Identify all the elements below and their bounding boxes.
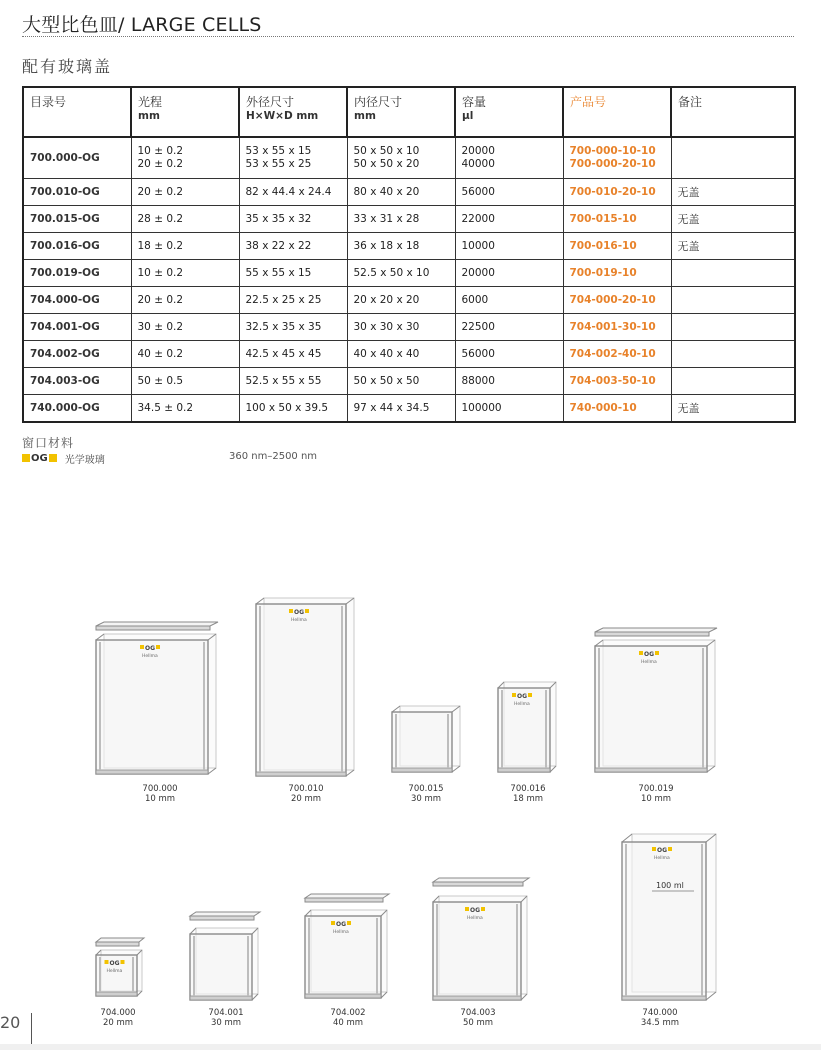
og-square-icon: [639, 651, 643, 655]
cell-catalog: 704.000-OG: [23, 287, 131, 314]
col-header-catalog: 目录号: [23, 87, 131, 137]
cell-volume-line: 40000: [461, 158, 495, 170]
cell-pathlength: [131, 179, 239, 206]
cuvette-base: [595, 768, 707, 772]
col-header-volume: 容量 µl: [455, 87, 563, 137]
cell-product-number: [563, 314, 671, 341]
cell-outer-dims-line: 53 x 55 x 15: [245, 145, 312, 157]
table-header-row: [23, 87, 795, 137]
cell-product-number-line: 700-015-10: [569, 212, 637, 225]
cuvette-model: 740.000: [642, 1008, 678, 1018]
col-header-note: 备注: [671, 87, 795, 137]
cuvette-704-002: [301, 890, 397, 1006]
cell-product-number: [563, 368, 671, 395]
og-square-icon: [528, 693, 532, 697]
cuvette-caption: [318, 1008, 378, 1028]
cuvette-base: [305, 994, 381, 998]
og-logo-text: OG: [657, 847, 668, 854]
cuvette-704-001: [186, 908, 268, 1008]
og-square-icon: [331, 921, 335, 925]
cell-pathlength-line: 20 ± 0.2: [137, 158, 184, 170]
cell-note: [671, 314, 795, 341]
cell-pathlength-line: 34.5 ± 0.2: [137, 401, 194, 414]
cuvette-pathlength: 10 mm: [640, 794, 672, 804]
cell-inner-dims: [347, 287, 455, 314]
cuvette-700-000: [92, 618, 226, 782]
cell-inner-dims-line: 80 x 40 x 20: [353, 185, 420, 198]
glass-lid: [595, 628, 717, 632]
cell-outer-dims-line: 100 x 50 x 39.5: [245, 401, 329, 414]
cuvette-edge: [96, 950, 101, 955]
cuvette-700-015: [388, 702, 470, 780]
cell-inner-dims: [347, 341, 455, 368]
cuvette-front-face: [622, 842, 706, 1000]
cell-product-number: [563, 233, 671, 260]
cuvette-base: [498, 768, 550, 772]
cuvette-edge: [498, 682, 504, 688]
cuvette-edge: [208, 768, 216, 774]
glass-lid-edge: [190, 916, 254, 920]
glass-lid-edge: [305, 898, 383, 902]
cell-catalog: 704.002-OG: [23, 341, 131, 368]
cell-inner-dims-line: 97 x 44 x 34.5: [353, 401, 430, 414]
cell-note: 无盖: [671, 395, 795, 423]
og-logo-text: OG: [644, 651, 655, 658]
cell-volume-line: 88000: [461, 374, 495, 387]
cuvette-base: [96, 770, 208, 774]
cuvette-model: 700.010: [288, 784, 324, 794]
cell-inner-dims-line: 30 x 30 x 30: [353, 320, 420, 333]
cuvette-base: [190, 996, 252, 1000]
cell-pathlength: [131, 260, 239, 287]
cell-outer-dims: [239, 137, 347, 179]
cuvette-base: [433, 996, 521, 1000]
og-square-icon: [105, 960, 109, 964]
cuvette-edge: [550, 766, 556, 772]
cell-product-number-line: 700-019-10: [569, 266, 637, 279]
glass-lid: [305, 894, 389, 898]
cuvette-front-face: [305, 916, 381, 998]
og-material: 光学玻璃: [64, 454, 105, 466]
cell-volume-line: 100000: [461, 401, 502, 414]
og-square-icon: [49, 454, 57, 462]
cuvette-pathlength: 20 mm: [290, 794, 322, 804]
title-divider: [22, 36, 794, 37]
cell-outer-dims-line: 22.5 x 25 x 25: [245, 293, 322, 306]
og-square-icon: [289, 609, 293, 613]
cell-pathlength: [131, 341, 239, 368]
cell-outer-dims-line: 35 x 35 x 32: [245, 212, 312, 225]
window-material-label: 窗口材料: [22, 436, 75, 450]
cell-outer-dims-line: 32.5 x 35 x 35: [245, 320, 322, 333]
cell-outer-dims: [239, 233, 347, 260]
cell-volume: [455, 287, 563, 314]
cuvette-caption: [196, 1008, 256, 1028]
cuvette-base: [96, 992, 137, 996]
cell-outer-dims: [239, 287, 347, 314]
cell-volume-line: 20000: [461, 266, 495, 279]
og-square-icon: [652, 847, 656, 851]
cell-volume: [455, 395, 563, 423]
cell-outer-dims-line: 82 x 44.4 x 24.4: [245, 185, 332, 198]
table-row: [23, 233, 795, 260]
cuvette-700-019: [591, 624, 725, 780]
bottom-band: [0, 1044, 821, 1050]
cell-volume-line: 10000: [461, 239, 495, 252]
cell-outer-dims-line: 53 x 55 x 25: [245, 158, 312, 170]
cuvette-704-000: [92, 934, 152, 1004]
cuvette-base: [392, 768, 452, 772]
cell-product-number: [563, 287, 671, 314]
cell-note: 无盖: [671, 179, 795, 206]
cell-volume: [455, 368, 563, 395]
cuvette-model: 704.003: [460, 1008, 496, 1018]
cell-product-number-line: 704-003-50-10: [569, 374, 656, 387]
cuvette-pathlength: 30 mm: [210, 1018, 242, 1028]
cuvette-edge: [595, 640, 603, 646]
cuvette-model: 704.000: [100, 1008, 136, 1018]
cuvette-edge: [707, 766, 715, 772]
col-header-product: 产品号: [563, 87, 671, 137]
cell-outer-dims-line: 52.5 x 55 x 55: [245, 374, 322, 387]
cell-volume-line: 22500: [461, 320, 495, 333]
cuvette-pathlength: 50 mm: [462, 1018, 494, 1028]
cell-volume-line: 22000: [461, 212, 495, 225]
og-square-icon: [668, 847, 672, 851]
table-row: [23, 137, 795, 179]
cell-volume: [455, 206, 563, 233]
cuvette-front-face: [96, 640, 208, 774]
cell-inner-dims-line: 52.5 x 50 x 10: [353, 266, 430, 279]
cell-product-number: [563, 260, 671, 287]
cell-pathlength-line: 10 ± 0.2: [137, 145, 184, 157]
cell-pathlength-line: 20 ± 0.2: [137, 293, 184, 306]
cuvette-caption: [276, 784, 336, 804]
cell-pathlength: [131, 287, 239, 314]
cuvette-model: 704.001: [208, 1008, 244, 1018]
cell-outer-dims: [239, 260, 347, 287]
col-header-inner-dims: 内径尺寸 mm: [347, 87, 455, 137]
glass-lid-edge: [595, 632, 709, 636]
cell-inner-dims: [347, 137, 455, 179]
cell-volume-line: 6000: [461, 293, 489, 306]
cell-inner-dims-line: 20 x 20 x 20: [353, 293, 420, 306]
cuvette-704-003: [429, 874, 537, 1008]
cell-volume: [455, 260, 563, 287]
cell-pathlength-line: 30 ± 0.2: [137, 320, 184, 333]
cuvette-caption: [88, 1008, 148, 1028]
og-square-icon: [481, 907, 485, 911]
brand-logo: Hellma: [467, 916, 483, 921]
brand-logo: Hellma: [291, 618, 307, 623]
cuvette-front-face: [190, 934, 252, 1000]
og-square-icon: [465, 907, 469, 911]
cell-product-number: [563, 206, 671, 233]
glass-lid: [96, 938, 144, 942]
cell-catalog: 704.003-OG: [23, 368, 131, 395]
cell-inner-dims: [347, 314, 455, 341]
cell-catalog: 700.015-OG: [23, 206, 131, 233]
og-legend: [22, 451, 105, 465]
cell-outer-dims: [239, 206, 347, 233]
cell-note: [671, 260, 795, 287]
cuvette-caption: [448, 1008, 508, 1028]
brand-logo: Hellma: [333, 930, 349, 935]
cell-volume: [455, 179, 563, 206]
col-header-pathlength: 光程 mm: [131, 87, 239, 137]
cell-outer-dims: [239, 341, 347, 368]
glass-lid: [433, 878, 529, 882]
cuvette-pathlength: 18 mm: [512, 794, 544, 804]
cuvette-edge: [190, 928, 196, 934]
og-logo-text: OG: [336, 921, 347, 928]
cuvette-700-016: [494, 678, 566, 780]
cell-inner-dims-line: 50 x 50 x 10: [353, 145, 420, 157]
cuvette-model: 700.015: [408, 784, 444, 794]
cuvette-base: [256, 772, 346, 776]
glass-lid: [96, 622, 218, 626]
cuvette-edge: [706, 992, 716, 1000]
cell-volume: [455, 233, 563, 260]
table-row: [23, 206, 795, 233]
cell-note: 无盖: [671, 233, 795, 260]
cuvette-caption: [498, 784, 558, 804]
cell-catalog: 700.016-OG: [23, 233, 131, 260]
og-logo-text: OG: [145, 645, 156, 652]
cell-volume-line: 20000: [461, 145, 495, 157]
table-row: [23, 314, 795, 341]
cuvette-pathlength: 30 mm: [410, 794, 442, 804]
cell-catalog: 740.000-OG: [23, 395, 131, 423]
cell-outer-dims: [239, 314, 347, 341]
og-square-icon: [156, 645, 160, 649]
cell-product-number-line: 700-016-10: [569, 239, 637, 252]
cuvette-edge: [622, 834, 632, 842]
cuvette-caption: [130, 784, 190, 804]
cell-outer-dims: [239, 395, 347, 423]
cuvette-caption: [396, 784, 456, 804]
cell-pathlength: [131, 137, 239, 179]
cell-volume: [455, 341, 563, 368]
cuvette-pathlength: 10 mm: [144, 794, 176, 804]
cell-pathlength-line: 10 ± 0.2: [137, 266, 184, 279]
brand-logo: Hellma: [654, 856, 670, 861]
cuvette-front-face: [392, 712, 452, 772]
table-row: [23, 368, 795, 395]
og-logo-text: OG: [517, 693, 528, 700]
cell-pathlength-line: 40 ± 0.2: [137, 347, 184, 360]
cuvette-front-face: [498, 688, 550, 772]
cell-note: [671, 137, 795, 179]
brand-logo: Hellma: [641, 660, 657, 665]
cell-note: [671, 341, 795, 368]
cell-inner-dims: [347, 179, 455, 206]
cell-inner-dims: [347, 206, 455, 233]
og-square-icon: [347, 921, 351, 925]
cell-inner-dims: [347, 260, 455, 287]
cuvette-model: 700.016: [510, 784, 546, 794]
og-code: OG: [31, 452, 48, 464]
cuvette-base: [622, 996, 706, 1000]
table-row: [23, 260, 795, 287]
og-square-icon: [22, 454, 30, 462]
cell-product-number: [563, 179, 671, 206]
brand-logo: Hellma: [142, 654, 158, 659]
cuvette-model: 700.000: [142, 784, 178, 794]
cuvette-edge: [96, 634, 104, 640]
og-logo-text: OG: [294, 609, 305, 616]
table-row: [23, 179, 795, 206]
brand-logo: Hellma: [514, 702, 530, 707]
cuvette-model: 704.002: [330, 1008, 366, 1018]
cell-inner-dims-line: 33 x 31 x 28: [353, 212, 420, 225]
cell-pathlength: [131, 368, 239, 395]
cell-outer-dims: [239, 368, 347, 395]
cell-pathlength-line: 20 ± 0.2: [137, 185, 184, 198]
og-logo-text: OG: [109, 960, 120, 967]
cell-note: [671, 287, 795, 314]
cell-inner-dims: [347, 233, 455, 260]
spec-table: [22, 86, 796, 423]
cuvette-pathlength: 20 mm: [102, 1018, 134, 1028]
cell-outer-dims-line: 42.5 x 45 x 45: [245, 347, 322, 360]
cell-volume-line: 56000: [461, 185, 495, 198]
cell-pathlength: [131, 206, 239, 233]
cell-catalog: 704.001-OG: [23, 314, 131, 341]
col-header-outer-dims: 外径尺寸 H×W×D mm: [239, 87, 347, 137]
cuvette-edge: [305, 910, 311, 916]
cell-pathlength: [131, 395, 239, 423]
cuvette-edge: [137, 991, 142, 996]
cell-note: [671, 368, 795, 395]
cell-pathlength: [131, 233, 239, 260]
cuvette-edge: [346, 770, 354, 776]
page-number: 20: [0, 1013, 21, 1032]
cell-inner-dims: [347, 368, 455, 395]
cuvette-caption: [630, 1008, 690, 1028]
cell-pathlength-line: 50 ± 0.5: [137, 374, 184, 387]
cell-catalog: 700.010-OG: [23, 179, 131, 206]
cell-outer-dims: [239, 179, 347, 206]
cuvette-front-face: [256, 604, 346, 776]
cell-volume: [455, 137, 563, 179]
cell-product-number-line: 700-010-20-10: [569, 185, 656, 198]
cuvette-edge: [392, 706, 400, 712]
cell-product-number-line: 700-000-20-10: [569, 158, 656, 170]
cell-product-number: [563, 137, 671, 179]
cuvette-edge: [452, 766, 460, 772]
cuvette-700-010: [252, 594, 364, 784]
cell-inner-dims: [347, 395, 455, 423]
cell-product-number-line: 704-002-40-10: [569, 347, 656, 360]
og-square-icon: [140, 645, 144, 649]
cuvette-model: 700.019: [638, 784, 674, 794]
cell-pathlength: [131, 314, 239, 341]
cuvette-edge: [256, 598, 264, 604]
cuvette-caption: [626, 784, 686, 804]
volume-mark: 100 ml: [656, 881, 684, 890]
cell-product-number: [563, 341, 671, 368]
og-square-icon: [121, 960, 125, 964]
cell-pathlength-line: 28 ± 0.2: [137, 212, 184, 225]
cuvette-edge: [521, 994, 527, 1000]
cell-inner-dims-line: 50 x 50 x 50: [353, 374, 420, 387]
cell-catalog: 700.000-OG: [23, 137, 131, 179]
cell-inner-dims-line: 36 x 18 x 18: [353, 239, 420, 252]
page-subtitle: 配有玻璃盖: [22, 57, 113, 76]
cell-inner-dims-line: 50 x 50 x 20: [353, 158, 420, 170]
cell-volume: [455, 314, 563, 341]
og-square-icon: [512, 693, 516, 697]
cell-inner-dims-line: 40 x 40 x 40: [353, 347, 420, 360]
glass-lid-edge: [96, 942, 139, 946]
glass-lid-edge: [96, 626, 210, 630]
glass-lid: [190, 912, 260, 916]
cuvette-edge: [381, 992, 387, 998]
cell-product-number: [563, 395, 671, 423]
og-square-icon: [655, 651, 659, 655]
cell-product-number-line: 704-001-30-10: [569, 320, 656, 333]
cell-catalog: 700.019-OG: [23, 260, 131, 287]
glass-lid-edge: [433, 882, 523, 886]
cuvette-edge: [433, 896, 439, 902]
og-square-icon: [305, 609, 309, 613]
cell-outer-dims-line: 55 x 55 x 15: [245, 266, 312, 279]
cell-note: 无盖: [671, 206, 795, 233]
og-wavelength-range: 360 nm–2500 nm: [229, 451, 318, 462]
brand-logo: Hellma: [106, 969, 123, 974]
og-logo-text: OG: [470, 907, 481, 914]
cuvette-pathlength: 40 mm: [332, 1018, 364, 1028]
cell-product-number-line: 740-000-10: [569, 401, 637, 414]
cell-product-number-line: 704-000-20-10: [569, 293, 656, 306]
cell-pathlength-line: 18 ± 0.2: [137, 239, 184, 252]
cell-volume-line: 56000: [461, 347, 495, 360]
cuvette-edge: [252, 994, 258, 1000]
cuvette-pathlength: 34.5 mm: [640, 1018, 680, 1028]
cell-outer-dims-line: 38 x 22 x 22: [245, 239, 312, 252]
table-row: [23, 341, 795, 368]
cuvette-740-000: [618, 830, 726, 1008]
page-title: 大型比色皿/ LARGE CELLS: [22, 14, 262, 36]
cell-product-number-line: 700-000-10-10: [569, 145, 656, 157]
table-row: [23, 287, 795, 314]
table-row: [23, 395, 795, 423]
